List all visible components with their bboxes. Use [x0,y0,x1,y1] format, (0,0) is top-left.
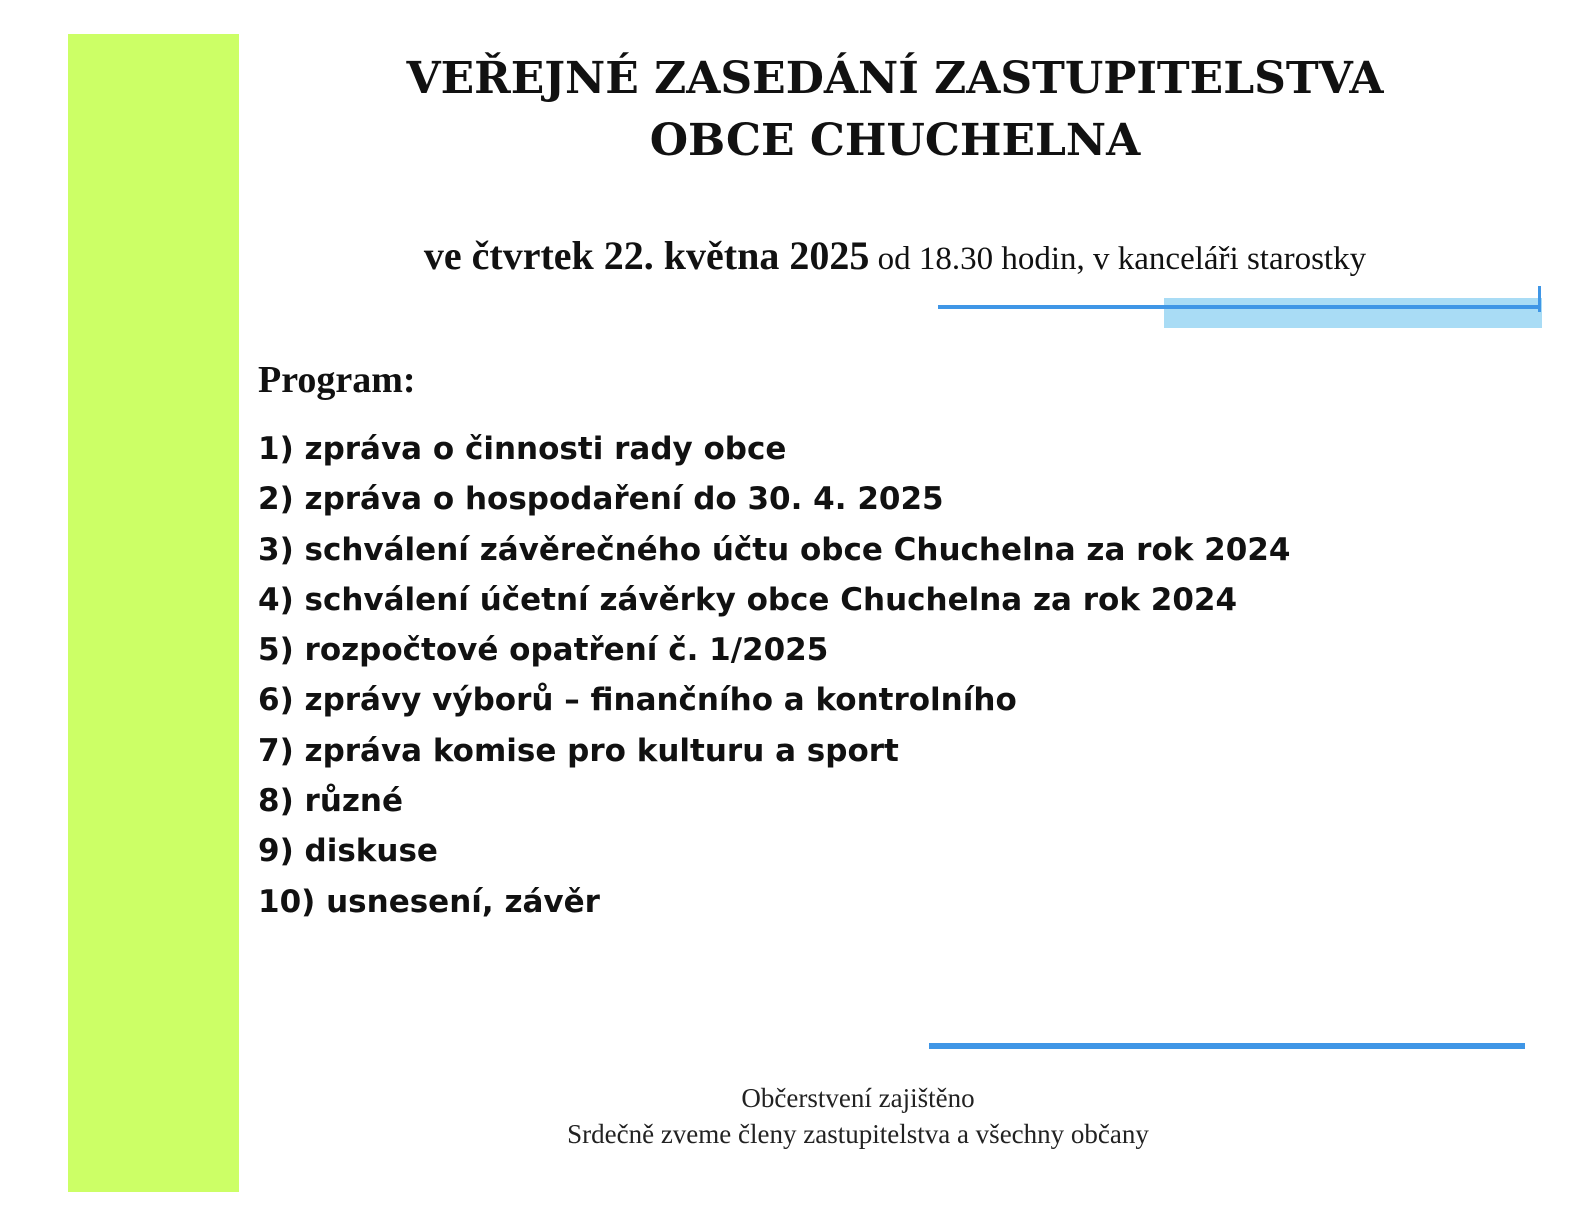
invitation-note: Srdečně zveme členy zastupitelstva a všechny občany [567,1119,1149,1149]
agenda-list [258,424,1290,927]
accent-line-bottom [929,1043,1525,1049]
side-color-bar [68,34,239,1192]
meeting-details: od 18.30 hodin, v kanceláři starostky [869,241,1367,277]
agenda-item: 3) schválení závěrečného účtu obce Chuchelna za rok 2024 [258,531,1291,568]
agenda-item: 9) diskuse [258,833,438,870]
agenda-item: 8) různé [258,783,404,820]
agenda-item: 6) zprávy výborů – finančního a kontrolního [258,682,1017,719]
meeting-date-line [250,232,1540,279]
title-line-1: VEŘEJNÉ ZASEDÁNÍ ZASTUPITELSTVA [406,53,1384,104]
page-title [250,48,1540,172]
title-line-2: OBCE CHUCHELNA [649,115,1141,166]
agenda-item: 7) zpráva komise pro kulturu a sport [258,732,899,769]
meeting-date: ve čtvrtek 22. května 2025 [423,233,870,278]
agenda-item: 4) schválení účetní závěrky obce Chuchelna za rok 2024 [258,581,1238,618]
accent-tick-top [1538,286,1541,312]
refreshments-note: Občerstvení zajištěno [741,1083,975,1113]
footer [250,1080,1466,1152]
accent-band-top [1164,298,1542,328]
agenda-item: 10) usnesení, závěr [258,883,600,920]
accent-line-top-overlay [1164,305,1538,309]
agenda-item: 1) zpráva o činnosti rady obce [258,431,787,467]
agenda-item: 2) zpráva o hospodaření do 30. 4. 2025 [258,481,944,518]
agenda-item: 5) rozpočtové opatření č. 1/2025 [258,632,829,669]
program-heading: Program: [258,359,416,401]
